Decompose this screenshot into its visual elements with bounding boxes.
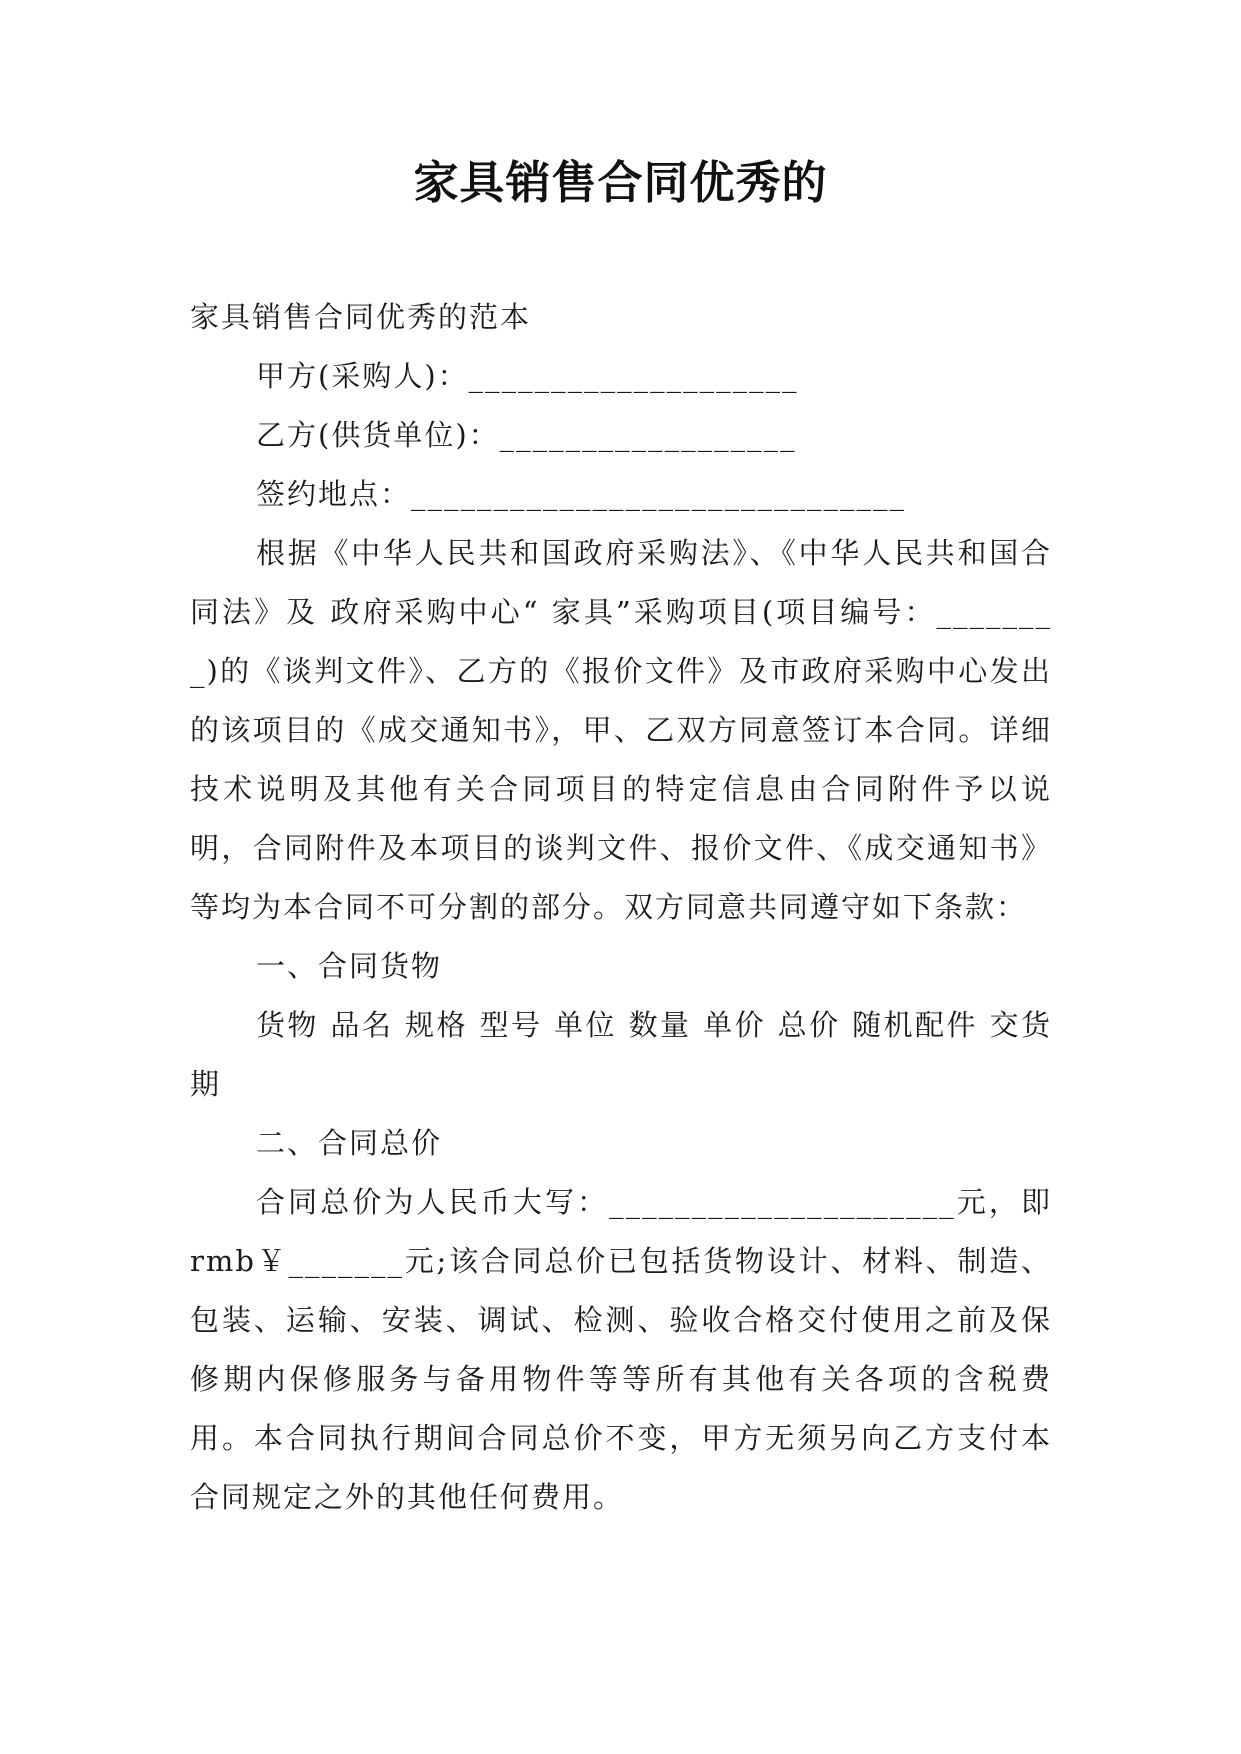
document-body <box>190 288 1052 1527</box>
section-heading-goods: 一、合同货物 <box>256 949 443 983</box>
document-title: 家具销售合同优秀的 <box>413 156 828 209</box>
goods-columns-line: 货物 品名 规格 型号 单位 数量 单价 总价 随机配件 交货期 <box>190 1008 1052 1101</box>
section-heading-total-price: 二、合同总价 <box>256 1126 443 1160</box>
signing-place-line: 签约地点：______________________________ <box>256 477 907 511</box>
total-price-paragraph: 合同总价为人民币大写：_____________________元，即rmb￥_______元;该合同总价已包括货物设计、材料、制造、包装、运输、安装、调试、检测、验收合格交付使用之前及保修期内保修服务与备用物件等等所有其他有关各项的含税费用。本合同执行期间合同总价不变，甲方无须另向乙方支付本合同规定之外的其他任何费用。 <box>190 1185 1052 1514</box>
subtitle-line: 家具销售合同优秀的范本 <box>190 300 532 334</box>
party-a-line: 甲方(采购人)：____________________ <box>256 359 799 393</box>
party-b-line: 乙方(供货单位)：__________________ <box>256 418 797 452</box>
preamble-paragraph: 根据《中华人民共和国政府采购法》、《中华人民共和国合同法》及 政府采购中心“ 家具”采购项目(项目编号：________)的《谈判文件》、乙方的《报价文件》及市政府采购中心发出的该项目的《成交通知书》，甲、乙双方同意签订本合同。详细技术说明及其他有关合同项目的特定信息由合同附件予以说明，合同附件及本项目的谈判文件、报价文件、《成交通知书》等均为本合同不可分割的部分。双方同意共同遵守如下条款： <box>190 536 1052 924</box>
